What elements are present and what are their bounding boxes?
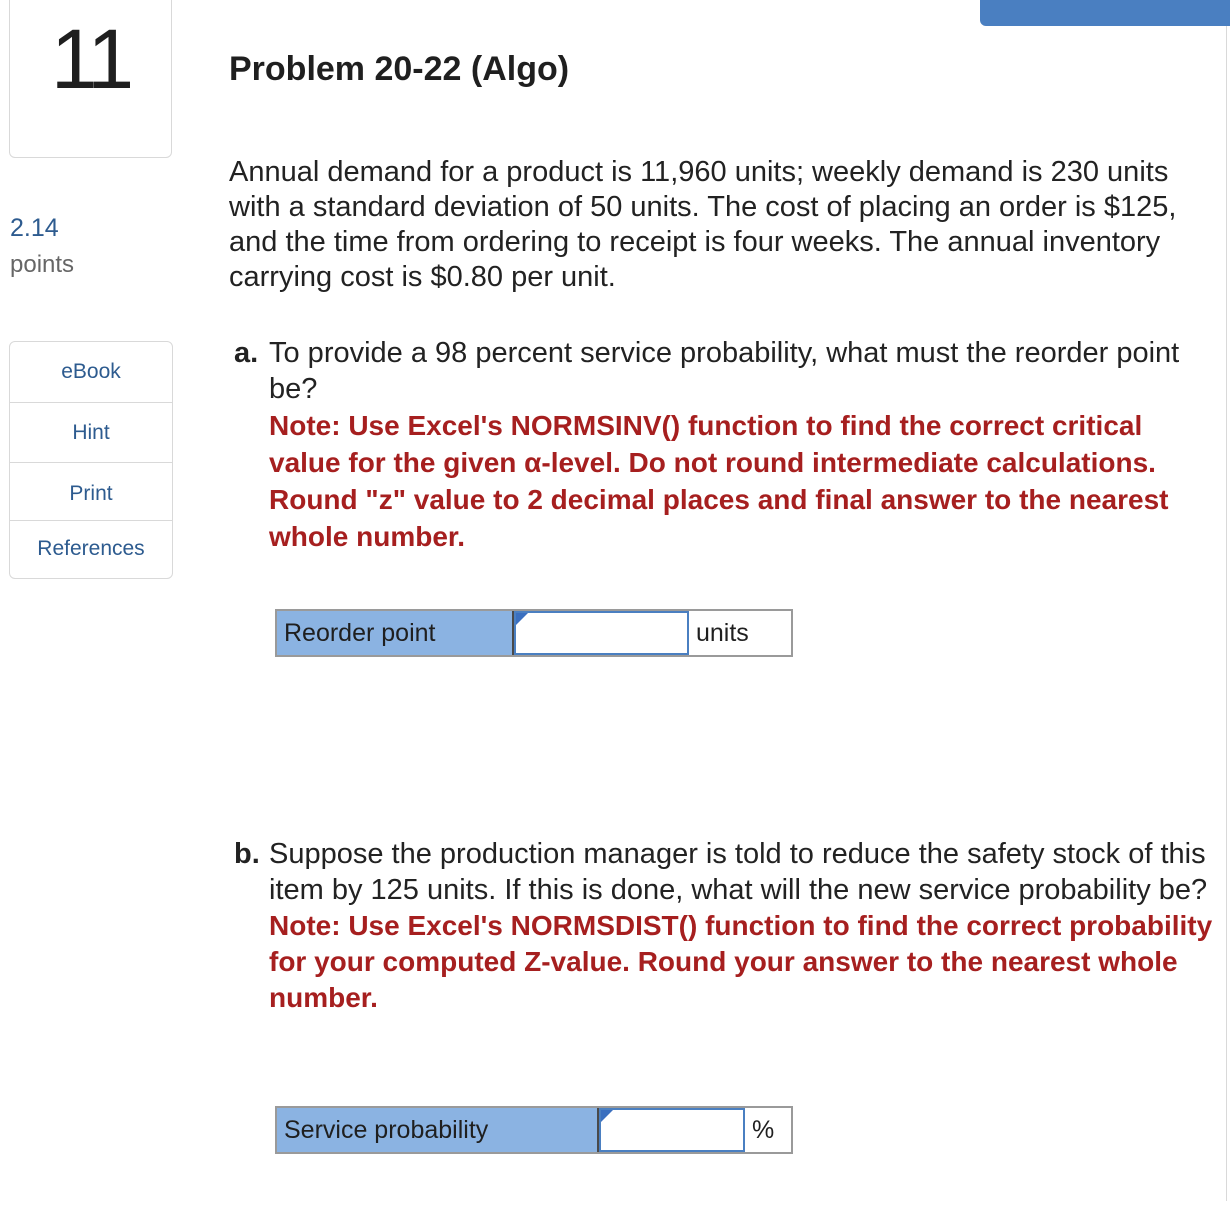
service-probability-input[interactable] xyxy=(601,1110,743,1150)
service-probability-label: Service probability xyxy=(277,1108,599,1152)
right-divider xyxy=(1226,26,1227,1201)
part-b-letter: b. xyxy=(234,838,260,870)
part-a-question: To provide a 98 percent service probability, what must the reorder point be? xyxy=(269,337,1180,405)
reorder-point-input[interactable] xyxy=(516,613,687,653)
reorder-point-input-cell xyxy=(514,611,689,655)
problem-statement: Annual demand for a product is 11,960 units; weekly demand is 230 units with a standard deviation of 50 units. The cost of placing an order is $125, and the time from ordering to receipt is four weeks. The annual inventory carrying cost is $0.80 per unit. xyxy=(229,156,1177,293)
ebook-link[interactable] xyxy=(10,342,172,403)
points-value: 2.14 xyxy=(10,214,59,242)
service-probability-answer-row xyxy=(275,1106,793,1154)
references-link[interactable] xyxy=(10,521,172,578)
ebook-label: eBook xyxy=(61,360,121,383)
tools-panel xyxy=(9,341,173,579)
service-probability-unit: % xyxy=(745,1108,791,1152)
part-a xyxy=(234,335,1219,555)
service-probability-input-cell xyxy=(599,1108,745,1152)
reorder-point-unit: units xyxy=(689,611,791,655)
question-number-card xyxy=(9,0,172,158)
part-b-question: Suppose the production manager is told to reduce the safety stock of this item by 125 units. If this is done, what will the new service probability be? xyxy=(269,838,1208,906)
print-link[interactable] xyxy=(10,463,172,521)
reorder-point-answer-row xyxy=(275,609,793,657)
hint-link[interactable] xyxy=(10,403,172,463)
points-label: points xyxy=(10,251,75,278)
problem-title: Problem 20-22 (Algo) xyxy=(229,50,570,88)
check-my-work-button[interactable] xyxy=(980,0,1230,26)
hint-label: Hint xyxy=(72,421,110,444)
input-flag-icon xyxy=(601,1110,613,1122)
reorder-point-label: Reorder point xyxy=(277,611,514,655)
question-number: 11 xyxy=(50,12,131,106)
part-a-note: Note: Use Excel's NORMSINV() function to find the correct critical value for the given α-level. Do not round intermediate calculations. Round "z" value to 2 decimal places and final answer to the nearest whole number. xyxy=(269,410,1169,552)
part-a-letter: a. xyxy=(234,337,259,369)
references-label: References xyxy=(37,537,145,560)
part-b-note: Note: Use Excel's NORMSDIST() function to find the correct probability for your computed Z-value. Round your answer to the nearest whole number. xyxy=(269,910,1213,1013)
input-flag-icon xyxy=(516,613,528,625)
part-b xyxy=(234,836,1219,1016)
print-label: Print xyxy=(69,482,113,505)
